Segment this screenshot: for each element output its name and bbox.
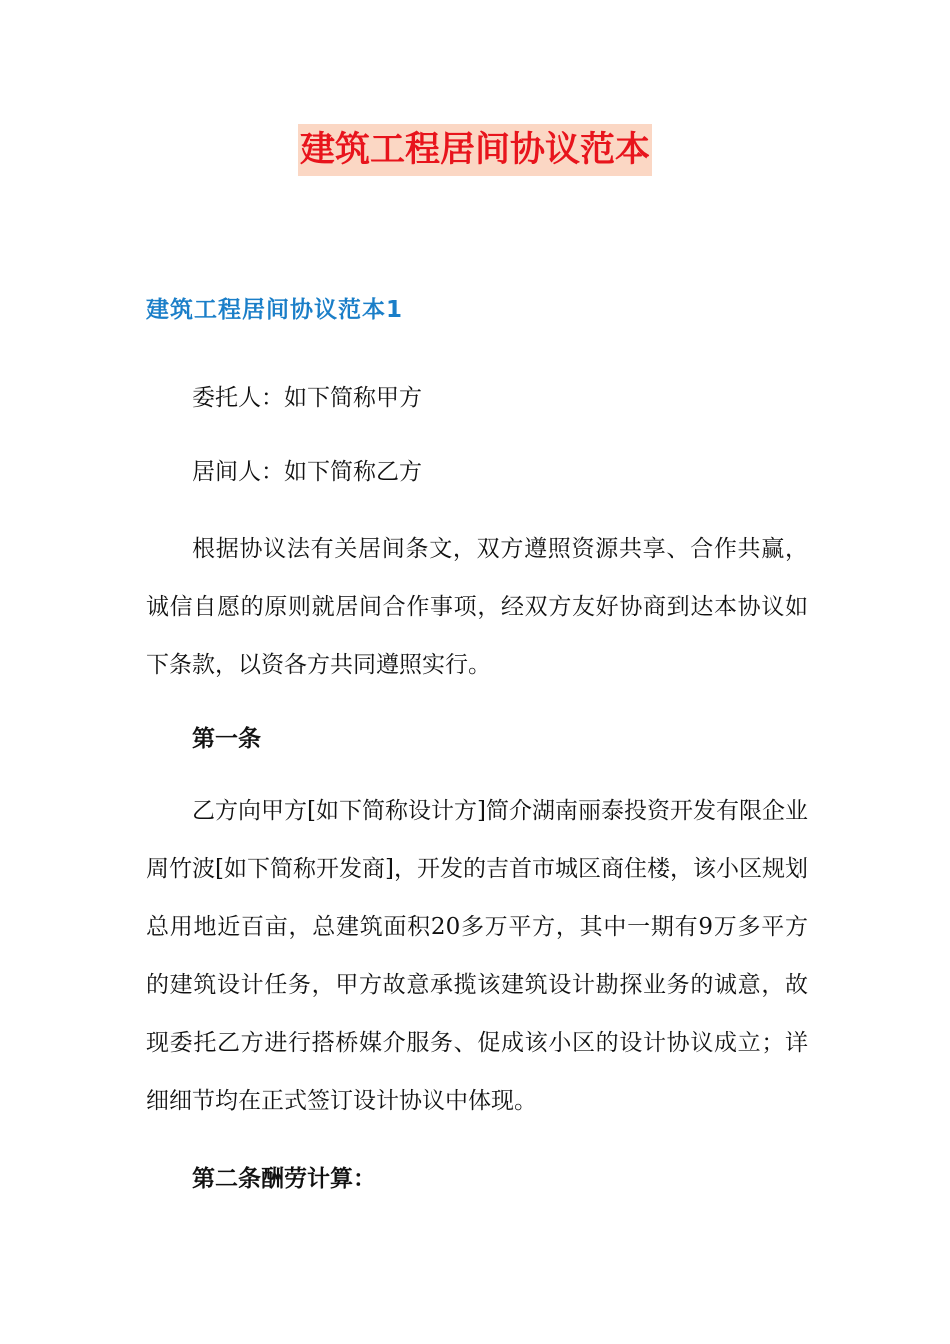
clause-1-body: 乙方向甲方[如下简称设计方]简介湖南丽泰投资开发有限企业周竹波[如下简称开发商]，开发的吉首市城区商住楼，该小区规划总用地近百亩，总建筑面积20多万平方，其中一期有9万多平方的建筑设计任务，甲方故意承揽该建筑设计勘探业务的诚意，故现委托乙方进行搭桥媒介服务、促成该小区的设计协议成立；详细细节均在正式签订设计协议中体现。 [146, 798, 808, 1114]
clause-1-title: 第一条 [192, 726, 261, 752]
document-title-text: 建筑工程居间协议范本 [298, 124, 652, 176]
intermediary-line: 居间人：如下简称乙方 [192, 459, 422, 485]
section-heading: 建筑工程居间协议范本1 [146, 297, 404, 323]
document-title [0, 124, 950, 176]
principal-line: 委托人：如下简称甲方 [192, 385, 422, 411]
clause-2-title: 第二条酬劳计算： [192, 1166, 376, 1192]
intro-paragraph: 根据协议法有关居间条文，双方遵照资源共享、合作共赢，诚信自愿的原则就居间合作事项，经双方友好协商到达本协议如下条款，以资各方共同遵照实行。 [146, 536, 808, 678]
